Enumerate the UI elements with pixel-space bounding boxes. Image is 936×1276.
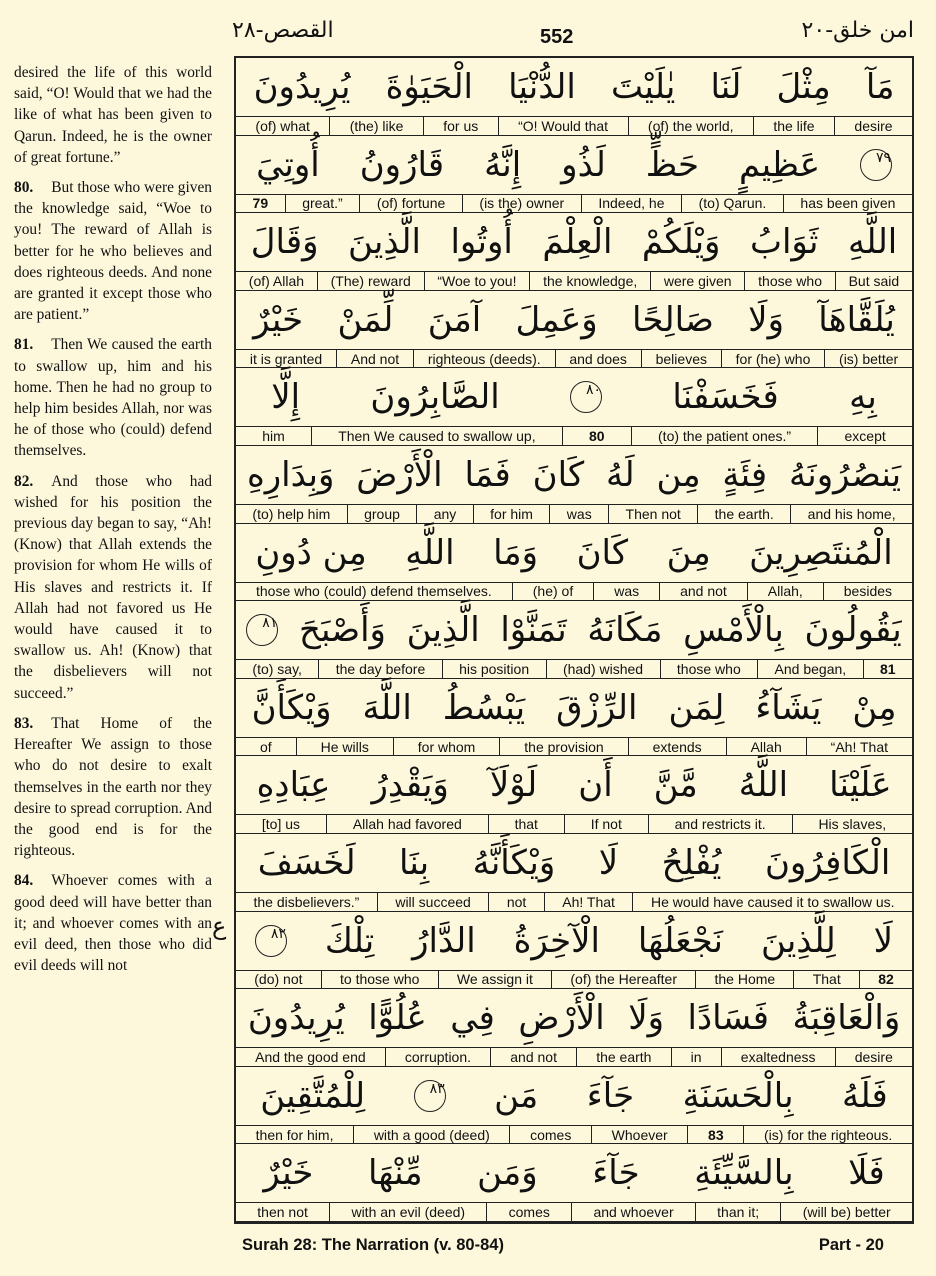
arabic-word: لَنَا [710,67,742,107]
english-gloss-line [236,1202,912,1222]
gloss-cell: for us [423,117,498,135]
arabic-word: وَيْكَأَنَّ [251,687,332,728]
gloss-cell: the knowledge, [529,272,650,290]
arabic-word: لِلَّذِينَ [760,920,836,961]
gloss-cell: those who [660,660,758,678]
english-gloss-line [236,1125,912,1145]
gloss-cell: (of) the world, [628,117,753,135]
verse-row [236,1067,912,1145]
ruku-mark: ع [212,912,227,940]
gloss-cell: 81 [863,660,912,678]
gloss-cell: with a good (deed) [353,1126,509,1144]
gloss-cell: (do) not [254,971,303,988]
gloss-cell: comes [509,1126,591,1144]
gloss-cell: (the) like [329,117,423,135]
gloss-cell: (of) Allah [248,272,305,289]
gloss-cell: group [347,505,417,523]
arabic-word: خَيْرٌ [263,1153,314,1194]
arabic-word: يَبْسُطُ [442,687,526,728]
arabic-word: مَّنَّ [653,765,698,806]
gloss-cell: the provision [499,738,627,756]
verse-row [236,1144,912,1222]
gloss-cell: 82 [859,971,912,989]
gloss-cell: [to] us [261,816,301,833]
translation-paragraph [14,62,212,168]
english-gloss-line [236,349,912,369]
gloss-cell: and not [490,1048,576,1066]
arabic-word: يَقُولُونَ [804,610,902,651]
gloss-cell: His slaves, [792,815,912,833]
gloss-cell: for him [473,505,550,523]
english-gloss-line [236,194,912,214]
arabic-word: مِن [656,455,701,495]
gloss-cell: him [262,428,285,445]
gloss-cell: Indeed, he [581,195,681,213]
arabic-word: وَبِدَارِهِ [246,455,335,495]
gloss-cell: extends [628,738,726,756]
arabic-word: وَلَا [748,299,784,340]
arabic-line [236,524,912,582]
arabic-word: يَنصُرُونَهُ [789,455,902,495]
english-gloss-line [236,814,912,834]
arabic-word: جَآءَ [586,1075,635,1116]
arabic-word: لِلْمُتَّقِينَ [260,1075,366,1116]
gloss-cell: with an evil (deed) [329,1203,486,1221]
english-gloss-line [236,116,912,136]
english-gloss-line [236,271,912,291]
verse-row [236,834,912,912]
translation-paragraph [14,713,212,861]
arabic-word: خَيْرٌ [253,299,304,340]
footer-part-label: Part - 20 [818,1236,884,1254]
arabic-word: الْأَرْضِ [518,998,605,1039]
gloss-cell: Allah had favored [326,815,488,833]
arabic-line [236,291,912,349]
gloss-cell: and restricts it. [648,815,792,833]
gloss-cell: (of) fortune [359,195,462,213]
arabic-word: وَيَقْدِرُ [371,765,449,806]
gloss-cell: then for him, [255,1126,334,1143]
arabic-line [236,368,912,426]
verse-row [236,679,912,757]
arabic-line [236,1067,912,1125]
gloss-cell: besides [823,583,912,601]
gloss-cell: “O! Would that [498,117,628,135]
gloss-cell: desire [834,117,912,135]
verse-text: That Home of the Hereafter We assign to those who do not desire to exalt themselves in the earth nor they desire to spread corruption. And the good end is for the righteous. [14,714,212,860]
arabic-word: وَيْلَكُمْ [641,222,721,263]
arabic-word: الْآخِرَةُ [513,920,601,961]
arabic-line [236,136,912,194]
translation-paragraph [14,177,212,325]
verse-number: 81. [14,336,34,354]
gloss-cell: We assign it [438,971,552,989]
arabic-word: فَسَادًا [687,998,770,1039]
gloss-cell: (will be) better [780,1203,911,1221]
gloss-cell: the earth [576,1048,670,1066]
english-gloss-line [236,737,912,757]
ayah-marker: ٨٣ [414,1080,446,1112]
arabic-word: الَّذِينَ [347,222,421,263]
gloss-cell: (to) say, [252,660,302,677]
gloss-cell: (to) Qarun. [681,195,783,213]
arabic-word: لِمَن [668,687,725,728]
arabic-word: حَظٍّ [645,144,700,185]
arabic-word: يَشَآءُ [755,687,822,728]
arabic-word: الَّذِينَ [406,610,480,651]
gloss-cell: “Woe to you! [424,272,530,290]
gloss-cell: the earth. [697,505,790,523]
arabic-word: فَخَسَفْنَا [672,377,779,418]
arabic-word: وَالْعَاقِبَةُ [792,998,901,1039]
gloss-cell: for (he) who [721,350,824,368]
arabic-word: الدَّارُ [412,920,476,961]
gloss-cell: (had) wished [546,660,660,678]
arabic-line [236,679,912,737]
gloss-cell: those who (could) defend themselves. [255,583,492,600]
arabic-word: إِنَّهُ [484,144,522,185]
verse-row [236,213,912,291]
gloss-cell: to those who [321,971,438,989]
ayah-marker: ٧٩ [860,149,892,181]
arabic-word: الْأَرْضَ [356,455,443,495]
gloss-cell: If not [564,815,648,833]
arabic-word: مِنَ [666,532,711,573]
gloss-cell: and does [555,350,641,368]
gloss-cell: And not [336,350,413,368]
arabic-word: مِن دُونِ [255,532,367,573]
gloss-cell: (of) the Hereafter [551,971,695,989]
arabic-line [236,989,912,1047]
verse-text: And those who had wished for his position the previous day began to say, “Ah! (Know) that Allah extends the provision for whom He wills of His slaves and restricts it. If Allah had not favored us He would have caused it to swallow us. Ah! (Know) that the disbelievers will not succeed.” [14,472,212,702]
english-gloss-line [236,504,912,524]
gloss-cell: his position [442,660,546,678]
arabic-line [236,601,912,659]
verse-number: 83. [14,714,34,732]
ayah-marker: ٨١ [246,614,278,646]
arabic-word: مِثْلَ [776,67,831,107]
arabic-word: الْحَيَوٰةَ [385,67,473,107]
arabic-word: كَانَ [576,532,629,573]
gloss-cell: (The) reward [317,272,424,290]
arabic-word: ثَوَابُ [749,222,819,263]
arabic-word: بِالْحَسَنَةِ [682,1075,794,1116]
verse-row [236,524,912,602]
arabic-word: الصَّابِرُونَ [370,377,500,418]
arabic-word: يُفْلِحُ [661,843,722,883]
arabic-line [236,213,912,271]
gloss-cell: the life [753,117,834,135]
arabic-word: الدُّنْيَا [508,67,576,107]
translation-paragraph [14,334,212,461]
arabic-word: بِالْأَمْسِ [683,610,784,651]
gloss-cell: 80 [562,427,631,445]
gloss-cell: (is) better [824,350,912,368]
gloss-cell: And began, [757,660,862,678]
gloss-cell: was [549,505,608,523]
english-gloss-line [236,426,912,446]
arabic-word: مَكَانَهُ [587,610,663,651]
gloss-cell: (he) of [512,583,593,601]
verse-row [236,136,912,214]
gloss-cell: was [593,583,659,601]
gloss-cell: it is granted [249,350,323,367]
gloss-cell: those who [744,272,834,290]
gloss-cell: And the good end [255,1048,366,1065]
gloss-cell: That [793,971,859,989]
gloss-cell: 79 [252,195,269,212]
verse-row [236,912,912,990]
translation-paragraph [14,471,212,704]
gloss-cell: (to) help him [252,505,331,522]
footer-surah-label: Surah 28: The Narration (v. 80-84) [242,1236,504,1254]
arabic-word: بِهِ [849,377,877,418]
arabic-word: اللَّهِ [847,222,898,263]
verse-number: 84. [14,872,34,890]
arabic-line [236,756,912,814]
gloss-cell: (is the) owner [462,195,581,213]
gloss-cell: (is) for the righteous. [743,1126,912,1144]
arabic-word: فَلَا [848,1153,885,1194]
arabic-word: لَذُو [561,144,606,185]
gloss-cell: than it; [695,1203,781,1221]
gloss-cell: that [488,815,564,833]
arabic-word: يُرِيدُونَ [247,998,345,1039]
arabic-word: لِّمَنْ [337,299,394,340]
gloss-cell: will succeed [377,893,488,911]
gloss-cell: for whom [393,738,500,756]
arabic-word: وَيْكَأَنَّهُ [472,843,556,883]
arabic-line [236,834,912,892]
english-gloss-line [236,659,912,679]
arabic-word: عِبَادِهِ [256,765,331,806]
arabic-line [236,1144,912,1202]
arabic-line [236,58,912,116]
gloss-cell: (to) the patient ones.” [631,427,818,445]
translation-paragraph [14,870,212,976]
arabic-word: أُوتِيَ [256,144,320,185]
arabic-word: مَن [494,1075,539,1116]
gloss-cell: Allah [726,738,806,756]
arabic-word: جَآءَ [592,1153,640,1194]
arabic-word: وَقَالَ [250,222,319,263]
arabic-word: آمَنَ [427,299,482,340]
arabic-word: الْكَافِرُونَ [764,843,891,883]
arabic-word: وَعَمِلَ [515,299,598,340]
gloss-cell: not [488,893,543,911]
arabic-word: إِلَّا [271,377,301,418]
arabic-word: كَانَ [532,455,585,495]
arabic-word: اللَّهُ [738,765,789,806]
arabic-word: بِنَا [399,843,430,883]
arabic-word: تَمَنَّوْا [500,610,567,651]
arabic-word: وَمَن [477,1153,538,1194]
arabic-word: يُلَقَّاهَآ [818,299,895,340]
page-header [0,0,936,56]
arabic-word: الرِّزْقَ [556,687,638,728]
arabic-word: مِّنْهَا [368,1153,423,1194]
ayah-marker: ٨٠ [570,381,602,413]
gloss-cell: desire [835,1048,912,1066]
gloss-cell: in [671,1048,721,1066]
verse-number: 80. [14,179,34,197]
arabic-word: صَالِحًا [631,299,714,340]
verse-row [236,601,912,679]
arabic-word: وَمَا [493,532,539,573]
verse-text: But those who were given the knowledge said, “Woe to you! The reward of Allah is better for he who believes and does righteous deeds. And none are granted it except those who are patient.” [14,179,212,324]
arabic-word: الْمُنتَصِرِينَ [749,532,893,573]
word-by-word-grid [234,56,914,1224]
arabic-word: وَأَصْبَحَ [299,610,386,651]
arabic-word: وَلَا [628,998,665,1039]
surah-title-arabic: القصص-٢٨ [232,18,334,43]
arabic-word: عُلُوًّا [368,998,427,1039]
gloss-cell: Then not [608,505,697,523]
arabic-word: فِي [450,998,495,1039]
verse-row [236,291,912,369]
verse-number: 82. [14,472,34,490]
gloss-cell: righteous (deeds). [413,350,555,368]
english-gloss-line [236,892,912,912]
english-gloss-line [236,970,912,990]
arabic-word: مَآ [865,67,895,107]
verse-text: Then We caused the earth to swallow up, him and his home. Then he had no group to help him besides Allah, nor was he of those who (could) defend themselves. [14,336,212,460]
arabic-word: يٰلَيْتَ [610,67,676,107]
gloss-cell: has been given [783,195,912,213]
gloss-cell: Ah! That [544,893,633,911]
gloss-cell: 83 [687,1126,743,1144]
arabic-line [236,446,912,504]
gloss-cell: Whoever [591,1126,687,1144]
gloss-cell: exaltedness [721,1048,835,1066]
arabic-line [236,912,912,970]
gloss-cell: comes [486,1203,571,1221]
ayah-marker: ٨٢ [255,925,287,957]
gloss-cell: He would have caused it to swallow us. [632,893,912,911]
gloss-cell: believes [641,350,721,368]
gloss-cell: the disbelievers.” [253,893,360,910]
arabic-word: مِنْ [852,687,897,728]
gloss-cell: except [817,427,912,445]
gloss-cell: Then We caused to swallow up, [311,427,562,445]
arabic-word: نَجْعَلُهَا [637,920,724,961]
gloss-cell: were given [650,272,744,290]
arabic-word: لَا [873,920,894,961]
arabic-word: فَمَا [464,455,511,495]
verse-text: Whoever comes with a good deed will have better than it; and whoever comes with an evil deed, then those who did evil deeds will not [14,872,212,975]
gloss-cell: corruption. [385,1048,490,1066]
verse-row [236,756,912,834]
gloss-cell: But said [835,272,912,290]
arabic-word: لَوْلَآ [489,765,538,806]
gloss-cell: of [259,738,272,755]
verse-row [236,58,912,136]
verse-text: desired the life of this world said, “O! Would that we had the like of what has been given to Qarun. Indeed, he is the owner of great fortune.” [14,64,212,166]
arabic-word: عَظِيمٍ [739,144,821,185]
gloss-cell: “Ah! That [806,738,912,756]
arabic-word: لَخَسَفَ [257,843,356,883]
arabic-word: بِالسَّيِّئَةِ [694,1153,794,1194]
arabic-word: لَهُ [605,455,635,495]
gloss-cell: Allah, [747,583,823,601]
english-gloss-line [236,582,912,602]
gloss-cell: any [416,505,472,523]
arabic-word: فَلَهُ [842,1075,888,1116]
arabic-word: لَا [598,843,619,883]
gloss-cell: and not [659,583,747,601]
arabic-word: أُوتُوا [450,222,513,263]
gloss-cell: and whoever [571,1203,695,1221]
arabic-word: أَن [578,765,613,806]
verse-row [236,368,912,446]
gloss-cell: then not [257,1204,308,1221]
arabic-word: عَلَيْنَا [829,765,892,806]
juz-title-arabic: امن خلق-٢٠ [801,18,914,43]
arabic-word: اللَّهِ [405,532,455,573]
gloss-cell: the day before [318,660,441,678]
gloss-cell: (of) what [255,117,310,134]
verse-row [236,989,912,1067]
arabic-word: اللَّهَ [362,687,412,728]
arabic-word: قَارُونُ [359,144,445,185]
arabic-word: تِلْكَ [324,920,375,961]
translation-column [14,62,212,985]
page-number: 552 [540,26,574,48]
arabic-word: يُرِيدُونَ [253,67,351,107]
gloss-cell: He wills [296,738,393,756]
arabic-word: الْعِلْمَ [542,222,613,263]
arabic-word: فِئَةٍ [722,455,768,495]
gloss-cell: and his home, [790,505,912,523]
english-gloss-line [236,1047,912,1067]
gloss-cell: great.” [285,195,360,213]
gloss-cell: the Home [695,971,793,989]
verse-row [236,446,912,524]
